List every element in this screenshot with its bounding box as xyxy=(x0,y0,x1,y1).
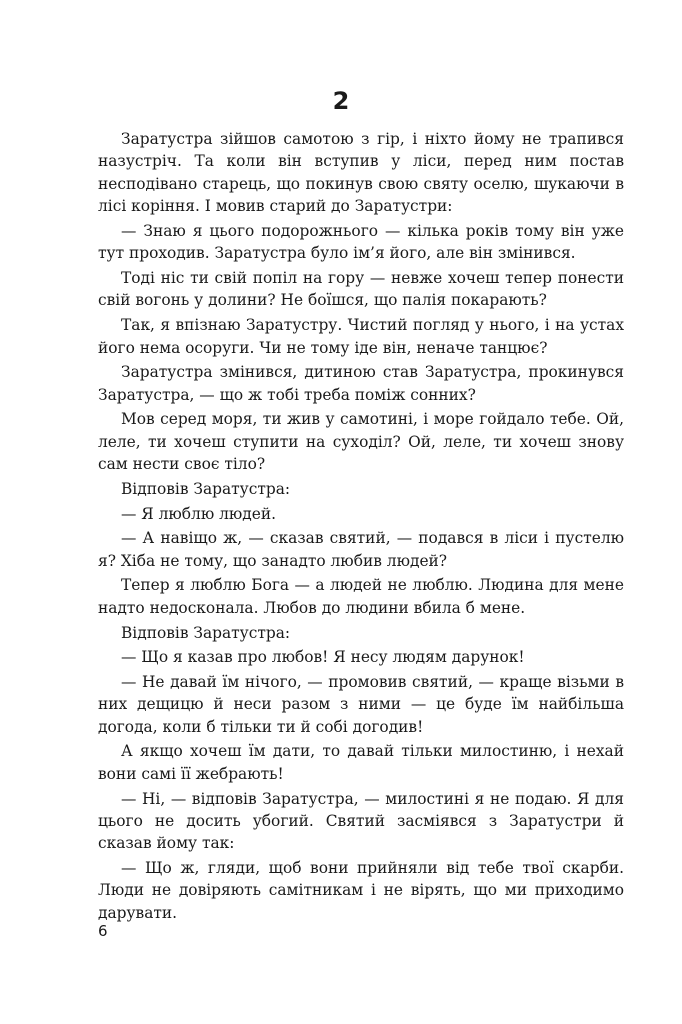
paragraph: — Не давай їм нічого, — промовив святий, — краще візьми в них дещицю й неси разом з ними — це буде їм найбільша догода, коли б тільки ти й собі догодив! xyxy=(98,672,624,736)
paragraph: Заратустра змінився, дитиною став Заратустра, прокинувся Заратустра, — що ж тобі треба поміж сонних? xyxy=(98,363,624,404)
paragraph: Заратустра зійшов самотою з гір, і ніхто йому не трапився назустріч. Та коли він вступив у ліси, перед ним постав несподівано старець, що покинув свою святу оселю, шукаючи в лісі коріння. І мовив старий до Заратустри: xyxy=(98,130,624,216)
paragraph: А якщо хочеш їм дати, то давай тільки милостиню, і нехай вони самі її жебрають! xyxy=(98,742,624,783)
paragraph: Відповів Заратустра: xyxy=(121,623,291,642)
paragraph: — Що я казав про любов! Я несу людям дарунок! xyxy=(121,648,525,667)
paragraph: — Ні, — відповів Заратустра, — милостині я не подаю. Я для цього не досить убогий. Святий засміявся з Заратустри й сказав йому так: xyxy=(98,789,624,853)
paragraph: — Що ж, гляди, щоб вони прийняли від тебе твої скарби. Люди не довіряють самітникам і не вірять, що ми приходимо дарувати. xyxy=(98,859,624,922)
body-text xyxy=(98,128,624,927)
paragraph: — А навіщо ж, — сказав святий, — подався в ліси і пустелю я? Хіба не тому, що занадто любив людей? xyxy=(98,529,624,570)
paragraph: Відповів Заратустра: xyxy=(121,479,291,498)
page-number: 6 xyxy=(98,922,108,940)
paragraph: Так, я впізнаю Заратустру. Чистий погляд у нього, і на устах його нема осоруги. Чи не тому іде він, неначе танцює? xyxy=(98,316,624,357)
paragraph: Тоді ніс ти свій попіл на гору — невже хочеш тепер понести свій вогонь у долини? Не боїшся, що палія покарають? xyxy=(98,269,624,310)
chapter-number: 2 xyxy=(332,87,350,115)
paragraph: — Знаю я цього подорожнього — кілька років тому він уже тут проходив. Заратустра було ім’я його, але він змінився. xyxy=(98,221,624,263)
paragraph: — Я люблю людей. xyxy=(121,504,277,523)
paragraph: Мов серед моря, ти жив у самотині, і море гойдало тебе. Ой, леле, ти хочеш ступити на суходіл? Ой, леле, ти хочеш знову сам нести своє тіло? xyxy=(98,410,624,474)
paragraph: Тепер я люблю Бога — а людей не люблю. Людина для мене надто недосконала. Любов до людини вбила б мене. xyxy=(98,576,624,617)
